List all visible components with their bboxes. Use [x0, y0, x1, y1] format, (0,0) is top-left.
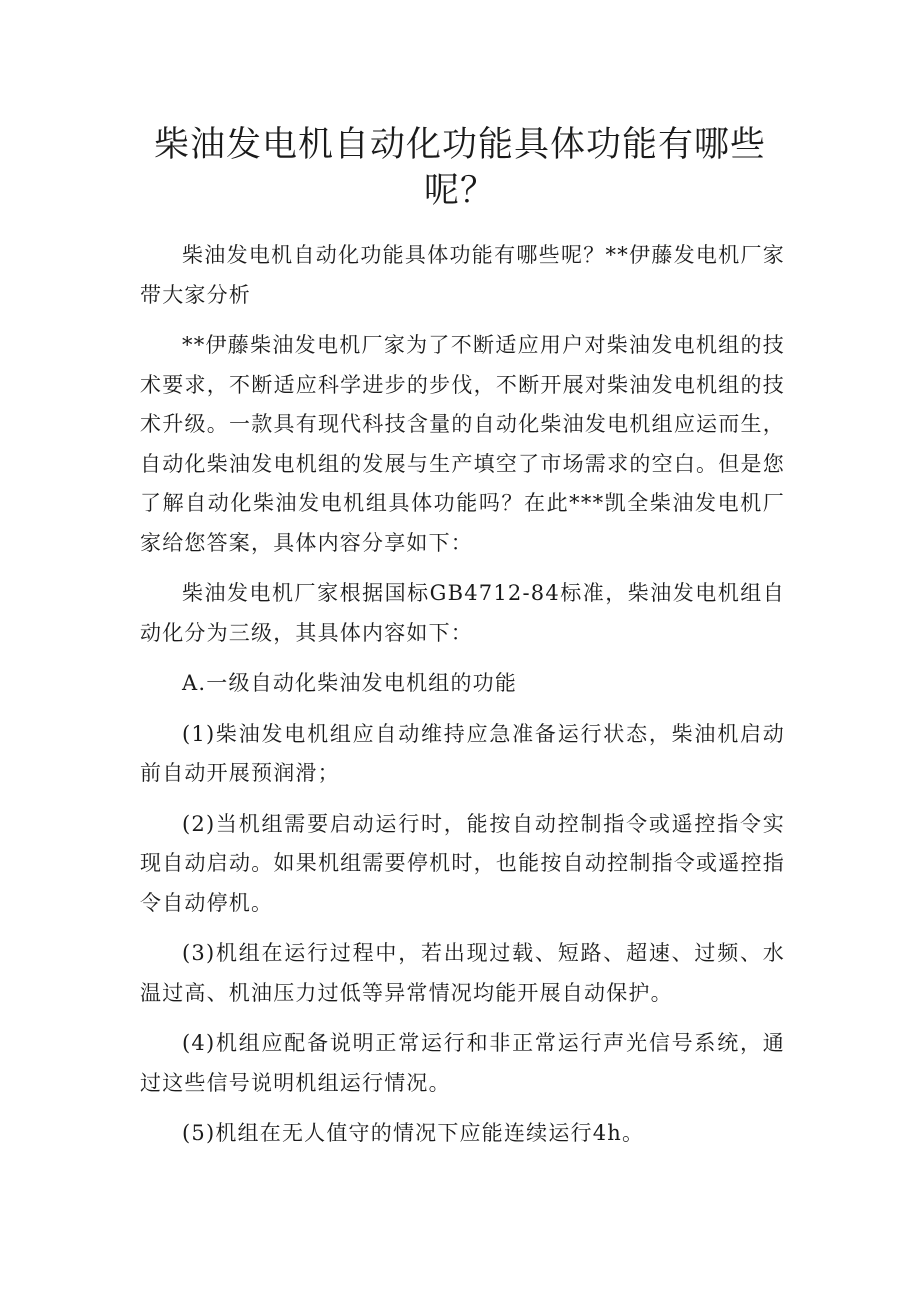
document-title	[140, 122, 780, 214]
list-item-2: (2)当机组需要启动运行时，能按自动控制指令或遥控指令实现自动启动。如果机组需要停机时，也能按自动控制指令或遥控指令自动停机。	[140, 811, 785, 915]
list-item-3: (3)机组在运行过程中，若出现过载、短路、超速、过频、水温过高、机油压力过低等异常情况均能开展自动保护。	[140, 941, 785, 1005]
list-item-4: (4)机组应配备说明正常运行和非正常运行声光信号系统，通过这些信号说明机组运行情况。	[140, 1031, 785, 1095]
title-line-1: 柴油发电机自动化功能具体功能有哪些	[153, 125, 766, 165]
document-body	[140, 236, 785, 1165]
section-heading-level-one: A.一级自动化柴油发电机组的功能	[182, 671, 518, 695]
title-line-2: 呢？	[423, 171, 496, 211]
list-item-5: (5)机组在无人值守的情况下应能连续运行4h。	[182, 1121, 645, 1145]
paragraph-intro: 柴油发电机自动化功能具体功能有哪些呢？**伊藤发电机厂家带大家分析	[140, 243, 785, 307]
paragraph-background: **伊藤柴油发电机厂家为了不断适应用户对柴油发电机组的技术要求，不断适应科学进步的步伐，不断开展对柴油发电机组的技术升级。一款具有现代科技含量的自动化柴油发电机组应运而生，自动化柴油发电机组的发展与生产填空了市场需求的空白。但是您了解自动化柴油发电机组具体功能吗？在此***凯全柴油发电机厂家给您答案，具体内容分享如下：	[140, 333, 785, 555]
paragraph-standard: 柴油发电机厂家根据国标GB4712-84标准，柴油发电机组自动化分为三级，其具体内容如下：	[140, 581, 785, 645]
list-item-1: (1)柴油发电机组应自动维持应急准备运行状态，柴油机启动前自动开展预润滑；	[140, 721, 785, 785]
